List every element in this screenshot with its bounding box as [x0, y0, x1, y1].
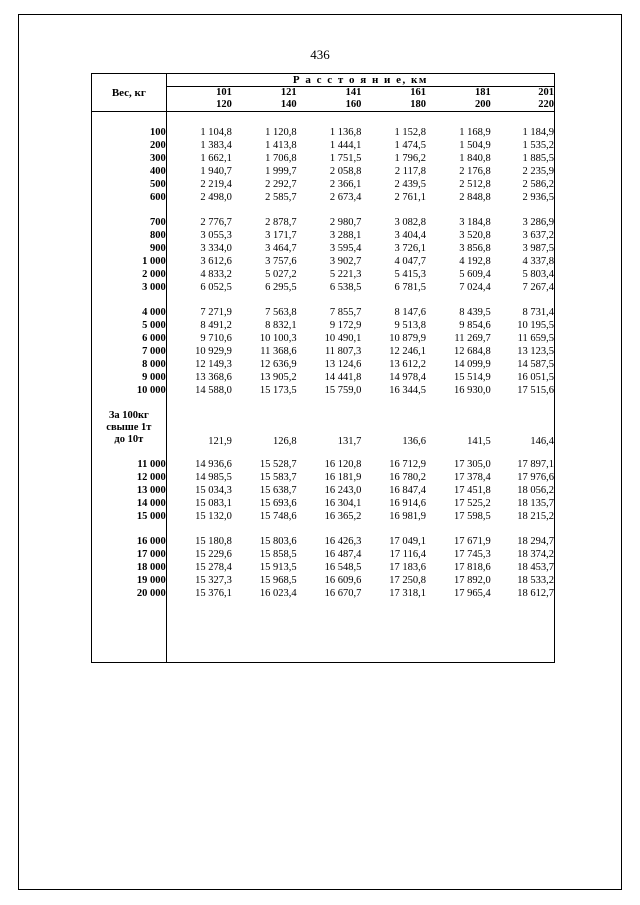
table-cell: 14 936,6 — [195, 459, 232, 471]
column-header-3-top: 141 — [345, 87, 362, 98]
table-cell: 3 171,7 — [265, 230, 297, 242]
table-cell: 2 936,5 — [491, 191, 555, 204]
table-row — [92, 216, 555, 229]
table-cell: 1 999,7 — [265, 166, 297, 178]
column-header-1-bottom: 120 — [216, 99, 232, 111]
table-cell: 18 056,2 — [491, 484, 555, 497]
table-cell: 2 878,7 — [265, 217, 297, 229]
table-cell: 17 318,1 — [389, 588, 427, 600]
table-cell: 15 913,5 — [259, 562, 297, 574]
table-row — [92, 574, 555, 587]
table-row — [92, 242, 555, 255]
table-cell: 2 980,7 — [329, 217, 362, 229]
table-cell: 18 135,7 — [491, 497, 555, 510]
table-row — [92, 165, 555, 178]
table-row — [92, 345, 555, 358]
table-cell: 1 662,1 — [200, 153, 232, 165]
table-cell: 8 832,1 — [265, 320, 297, 332]
table-cell: 1 120,8 — [265, 127, 297, 139]
table-row — [92, 139, 555, 152]
row-label: 14 000 — [92, 497, 167, 510]
table-cell: 1 444,1 — [329, 140, 362, 152]
table-row — [92, 126, 555, 139]
table-cell: 17 965,4 — [453, 588, 491, 600]
table-cell: 13 368,6 — [195, 372, 232, 384]
table-cell: 16 365,2 — [324, 511, 362, 523]
note-label — [92, 409, 167, 447]
table-cell: 3 902,7 — [329, 256, 362, 268]
table-cell: 15 180,8 — [195, 536, 232, 548]
row-label: 7 000 — [92, 345, 167, 358]
table-cell: 5 415,3 — [394, 269, 427, 281]
table-cell: 10 879,9 — [389, 333, 427, 345]
table-cell: 6 052,5 — [200, 282, 232, 294]
table-cell: 1 706,8 — [265, 153, 297, 165]
table-cell: 11 659,5 — [491, 332, 555, 345]
table-cell: 16 304,1 — [324, 498, 362, 510]
table-cell: 16 344,5 — [389, 385, 427, 397]
table-cell: 17 378,4 — [453, 472, 491, 484]
table-cell: 13 123,5 — [491, 345, 555, 358]
column-header-4-bottom: 180 — [410, 99, 427, 111]
table-row — [92, 587, 555, 600]
table-cell: 15 083,1 — [195, 498, 232, 510]
table-cell: 17 598,5 — [453, 511, 491, 523]
table-cell: 16 548,5 — [324, 562, 362, 574]
column-header-1 — [166, 87, 232, 112]
table-cell: 9 710,6 — [200, 333, 232, 345]
tariff-table — [91, 73, 555, 663]
table-cell: 14 099,9 — [453, 359, 491, 371]
table-cell: 10 490,1 — [324, 333, 362, 345]
table-cell: 141,5 — [467, 436, 491, 448]
table-cell: 16 120,8 — [324, 459, 362, 471]
page-number: 436 — [310, 47, 330, 62]
table-cell: 15 638,7 — [259, 485, 297, 497]
table-cell: 16 712,9 — [389, 459, 427, 471]
row-label: 6 000 — [92, 332, 167, 345]
column-header-4-top: 161 — [410, 87, 427, 98]
distance-span-header: Р а с с т о я н и е, км — [166, 74, 554, 87]
column-header-5-bottom: 200 — [474, 99, 491, 111]
column-header-3 — [297, 87, 362, 112]
table-cell: 7 267,4 — [491, 281, 555, 294]
table-cell: 8 491,2 — [200, 320, 232, 332]
table-cell: 14 441,8 — [324, 372, 362, 384]
table-cell: 13 905,2 — [259, 372, 297, 384]
column-header-6-top: 201 — [538, 87, 554, 98]
table-cell: 3 184,8 — [459, 217, 491, 229]
table-cell: 3 520,8 — [459, 230, 491, 242]
table-cell: 14 587,5 — [491, 358, 555, 371]
spacer-row — [92, 294, 555, 306]
table-cell: 17 116,4 — [389, 549, 427, 561]
table-cell: 2 366,1 — [329, 179, 362, 191]
table-cell: 17 976,6 — [491, 471, 555, 484]
table-cell: 16 243,0 — [324, 485, 362, 497]
table-filler-row — [92, 600, 555, 663]
table-row — [92, 510, 555, 523]
table-cell: 3 286,9 — [491, 216, 555, 229]
table-cell: 8 147,6 — [394, 307, 427, 319]
table-cell: 2 673,4 — [329, 192, 362, 204]
table-cell: 15 803,6 — [259, 536, 297, 548]
table-cell: 1 796,2 — [394, 153, 427, 165]
table-cell: 16 051,5 — [491, 371, 555, 384]
table-cell: 2 439,5 — [394, 179, 427, 191]
table-cell: 10 100,3 — [259, 333, 297, 345]
table-cell: 1 168,9 — [459, 127, 491, 139]
table-cell: 4 833,2 — [200, 269, 232, 281]
row-label: 19 000 — [92, 574, 167, 587]
table-cell: 5 609,4 — [459, 269, 491, 281]
table-cell: 7 563,8 — [265, 307, 297, 319]
table-cell: 5 221,3 — [329, 269, 362, 281]
table-cell: 16 426,3 — [324, 536, 362, 548]
table-row — [92, 268, 555, 281]
table-cell: 1 751,5 — [329, 153, 362, 165]
table-cell: 6 781,5 — [394, 282, 427, 294]
table-cell: 15 173,5 — [259, 385, 297, 397]
row-label: 5 000 — [92, 319, 167, 332]
table-cell: 126,8 — [272, 436, 297, 448]
table-cell: 1 136,8 — [329, 127, 362, 139]
table-row — [92, 471, 555, 484]
table-cell: 15 748,6 — [259, 511, 297, 523]
table-cell: 17 818,6 — [453, 562, 491, 574]
table-row — [92, 497, 555, 510]
row-label: 13 000 — [92, 484, 167, 497]
column-header-2 — [232, 87, 297, 112]
spacer-row — [92, 204, 555, 216]
table-row — [92, 458, 555, 471]
table-cell: 15 034,3 — [195, 485, 232, 497]
row-label: 1 000 — [92, 255, 167, 268]
table-cell: 7 271,9 — [200, 307, 232, 319]
table-row — [92, 535, 555, 548]
table-cell: 4 337,8 — [491, 255, 555, 268]
table-cell: 16 023,4 — [259, 588, 297, 600]
table-cell: 10 929,9 — [195, 346, 232, 358]
column-header-4 — [361, 87, 426, 112]
table-cell: 2 512,8 — [459, 179, 491, 191]
table-cell: 15 759,0 — [324, 385, 362, 397]
table-cell: 15 968,5 — [259, 575, 297, 587]
table-cell: 15 528,7 — [259, 459, 297, 471]
table-cell: 13 124,6 — [324, 359, 362, 371]
note-line-2: свыше 1т — [106, 422, 152, 434]
table-cell: 8 439,5 — [459, 307, 491, 319]
table-cell: 15 132,0 — [195, 511, 232, 523]
corner-header: Вес, кг — [92, 74, 167, 112]
column-header-2-top: 121 — [280, 87, 297, 98]
table-cell: 1 840,8 — [459, 153, 491, 165]
table-cell: 2 176,8 — [459, 166, 491, 178]
note-row — [92, 409, 555, 447]
table-cell: 17 745,3 — [453, 549, 491, 561]
column-header-6-bottom: 220 — [538, 99, 554, 111]
table-cell: 1 184,9 — [491, 126, 555, 139]
table-row — [92, 384, 555, 397]
column-header-2-bottom: 140 — [280, 99, 297, 111]
table-cell: 7 855,7 — [329, 307, 362, 319]
table-cell: 16 847,4 — [389, 485, 427, 497]
table-cell: 3 726,1 — [394, 243, 427, 255]
table-cell: 1 152,8 — [394, 127, 427, 139]
table-cell: 9 172,9 — [329, 320, 362, 332]
table-cell: 12 246,1 — [389, 346, 427, 358]
row-label: 600 — [92, 191, 167, 204]
spacer-row — [92, 397, 555, 409]
table-cell: 4 192,8 — [459, 256, 491, 268]
table-cell: 17 525,2 — [453, 498, 491, 510]
row-label: 20 000 — [92, 587, 167, 600]
table-row — [92, 229, 555, 242]
table-row — [92, 484, 555, 497]
table-cell: 5 027,2 — [265, 269, 297, 281]
table-cell: 13 612,2 — [389, 359, 427, 371]
table-cell: 18 533,2 — [491, 574, 555, 587]
spacer-row — [92, 447, 555, 458]
table-cell: 6 295,5 — [265, 282, 297, 294]
table-row — [92, 358, 555, 371]
table-cell: 2 498,0 — [200, 192, 232, 204]
table-cell: 15 858,5 — [259, 549, 297, 561]
document-page — [18, 14, 622, 890]
table-cell: 14 588,0 — [195, 385, 232, 397]
table-cell: 18 374,2 — [491, 548, 555, 561]
table-cell: 1 383,4 — [200, 140, 232, 152]
table-cell: 17 897,1 — [491, 458, 555, 471]
table-row — [92, 281, 555, 294]
table-row — [92, 561, 555, 574]
table-cell: 4 047,7 — [394, 256, 427, 268]
table-cell: 17 451,8 — [453, 485, 491, 497]
table-cell: 1 474,5 — [394, 140, 427, 152]
table-cell: 7 024,4 — [459, 282, 491, 294]
table-cell: 16 914,6 — [389, 498, 427, 510]
row-label: 15 000 — [92, 510, 167, 523]
table-cell: 2 848,8 — [459, 192, 491, 204]
row-label: 12 000 — [92, 471, 167, 484]
row-label: 400 — [92, 165, 167, 178]
table-row — [92, 306, 555, 319]
row-label: 200 — [92, 139, 167, 152]
table-row — [92, 178, 555, 191]
table-cell: 9 513,8 — [394, 320, 427, 332]
table-cell: 3 334,0 — [200, 243, 232, 255]
table-cell: 3 464,7 — [265, 243, 297, 255]
table-cell: 2 292,7 — [265, 179, 297, 191]
table-cell: 17 049,1 — [389, 536, 427, 548]
row-label: 500 — [92, 178, 167, 191]
table-cell: 3 856,8 — [459, 243, 491, 255]
table-cell: 3 757,6 — [265, 256, 297, 268]
table-cell: 3 082,8 — [394, 217, 427, 229]
table-cell: 18 453,7 — [491, 561, 555, 574]
table-cell: 17 183,6 — [389, 562, 427, 574]
table-cell: 12 149,3 — [195, 359, 232, 371]
table-row — [92, 191, 555, 204]
table-row — [92, 255, 555, 268]
table-cell: 16 670,7 — [324, 588, 362, 600]
table-cell: 12 684,8 — [453, 346, 491, 358]
table-cell: 1 504,9 — [459, 140, 491, 152]
table-cell: 131,7 — [337, 436, 362, 448]
row-label: 4 000 — [92, 306, 167, 319]
column-header-3-bottom: 160 — [345, 99, 362, 111]
table-cell: 1 104,8 — [200, 127, 232, 139]
row-label: 100 — [92, 126, 167, 139]
table-cell: 16 930,0 — [453, 385, 491, 397]
table-cell: 3 595,4 — [329, 243, 362, 255]
table-cell: 17 305,0 — [453, 459, 491, 471]
table-cell: 18 215,2 — [491, 510, 555, 523]
table-cell: 1 940,7 — [200, 166, 232, 178]
table-cell: 2 058,8 — [329, 166, 362, 178]
table-cell: 5 803,4 — [491, 268, 555, 281]
row-label: 3 000 — [92, 281, 167, 294]
table-cell: 136,6 — [402, 436, 427, 448]
table-cell: 3 288,1 — [329, 230, 362, 242]
table-cell: 2 117,8 — [394, 166, 427, 178]
table-cell: 2 776,7 — [200, 217, 232, 229]
table-cell: 17 671,9 — [453, 536, 491, 548]
table-cell: 18 294,7 — [491, 535, 555, 548]
table-cell: 15 583,7 — [259, 472, 297, 484]
table-cell: 121,9 — [208, 436, 232, 448]
tariff-table-container — [91, 73, 555, 663]
table-cell: 1 885,5 — [491, 152, 555, 165]
row-label: 10 000 — [92, 384, 167, 397]
table-cell: 17 250,8 — [389, 575, 427, 587]
table-cell: 11 807,3 — [324, 346, 362, 358]
row-label: 18 000 — [92, 561, 167, 574]
row-label: 700 — [92, 216, 167, 229]
table-cell: 3 987,5 — [491, 242, 555, 255]
column-header-5-top: 181 — [474, 87, 491, 98]
column-header-5 — [426, 87, 491, 112]
table-cell: 10 195,5 — [491, 319, 555, 332]
column-header-1-top: 101 — [216, 87, 232, 98]
table-cell: 3 055,3 — [200, 230, 232, 242]
table-cell: 17 515,6 — [491, 384, 555, 397]
table-cell: 9 854,6 — [459, 320, 491, 332]
table-cell: 16 487,4 — [324, 549, 362, 561]
table-cell: 14 985,5 — [195, 472, 232, 484]
table-cell: 2 585,7 — [265, 192, 297, 204]
table-cell: 17 892,0 — [453, 575, 491, 587]
table-cell: 1 535,2 — [491, 139, 555, 152]
table-cell: 11 269,7 — [454, 333, 491, 345]
spacer-row — [92, 523, 555, 535]
table-row — [92, 332, 555, 345]
table-row — [92, 152, 555, 165]
table-cell: 16 181,9 — [324, 472, 362, 484]
table-cell: 18 612,7 — [491, 587, 555, 600]
table-cell: 1 413,8 — [265, 140, 297, 152]
table-row — [92, 319, 555, 332]
table-cell: 15 278,4 — [195, 562, 232, 574]
table-cell: 3 404,4 — [394, 230, 427, 242]
table-cell: 15 514,9 — [453, 372, 491, 384]
table-cell: 3 637,2 — [491, 229, 555, 242]
table-cell: 2 219,4 — [200, 179, 232, 191]
note-line-3: до 10т — [114, 434, 144, 446]
table-cell: 12 636,9 — [259, 359, 297, 371]
table-cell: 16 609,6 — [324, 575, 362, 587]
table-cell: 16 780,2 — [389, 472, 427, 484]
table-cell: 8 731,4 — [491, 306, 555, 319]
table-row — [92, 371, 555, 384]
table-cell: 2 761,1 — [394, 192, 427, 204]
column-header-6 — [491, 87, 555, 112]
row-label: 2 000 — [92, 268, 167, 281]
row-label: 9 000 — [92, 371, 167, 384]
table-cell: 14 978,4 — [389, 372, 427, 384]
row-label: 800 — [92, 229, 167, 242]
spacer-row — [92, 112, 555, 127]
table-header-row — [92, 74, 555, 87]
table-cell: 2 586,2 — [491, 178, 555, 191]
table-cell: 15 229,6 — [195, 549, 232, 561]
row-label: 16 000 — [92, 535, 167, 548]
note-line-1: За 100кг — [108, 410, 149, 422]
table-cell: 15 376,1 — [195, 588, 232, 600]
row-label: 300 — [92, 152, 167, 165]
table-row — [92, 548, 555, 561]
table-cell: 2 235,9 — [491, 165, 555, 178]
row-label: 8 000 — [92, 358, 167, 371]
table-cell: 11 368,6 — [260, 346, 297, 358]
row-label: 900 — [92, 242, 167, 255]
table-cell: 3 612,6 — [200, 256, 232, 268]
table-cell: 146,4 — [491, 409, 555, 447]
table-cell: 6 538,5 — [329, 282, 362, 294]
table-cell: 15 693,6 — [259, 498, 297, 510]
row-label: 11 000 — [92, 458, 167, 471]
table-cell: 16 981,9 — [389, 511, 427, 523]
table-cell: 15 327,3 — [195, 575, 232, 587]
row-label: 17 000 — [92, 548, 167, 561]
